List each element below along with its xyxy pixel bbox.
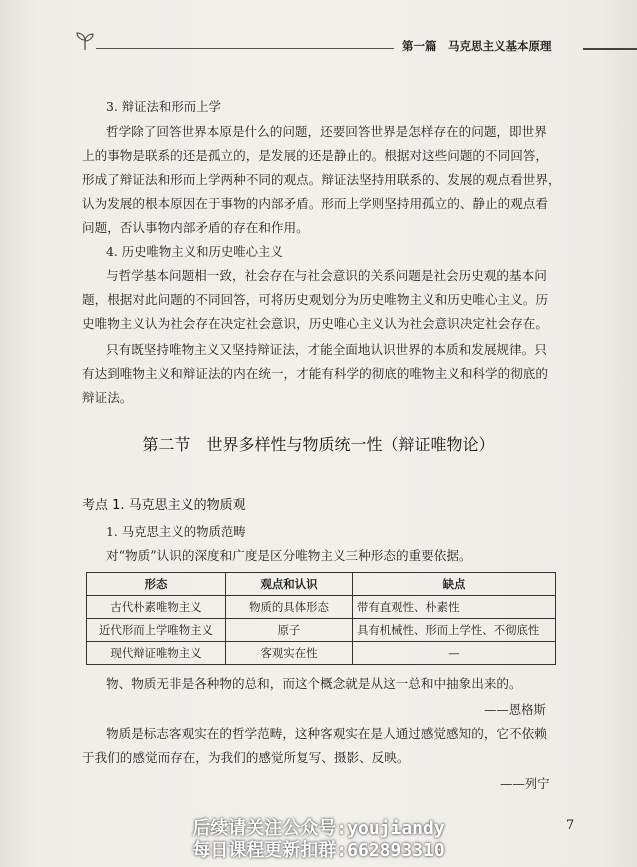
table-row [87,642,556,665]
s3-line-5: 问题，否认事物内部矛盾的存在和作用。 [82,220,309,235]
watermark-line-1: 后续请关注公众号:youjiandy [192,818,445,839]
lenin-attribution: ——列宁 [500,776,550,791]
table-row [87,596,556,619]
table-row [87,619,556,642]
table-cell: — [353,642,556,665]
table-header-cell: 观点和认识 [226,573,353,596]
lenin-quote-line-2: 于我们的感觉而存在，为我们的感觉所复写、摄影、反映。 [82,750,410,765]
table-cell: 具有机械性、形而上学性、不彻底性 [353,619,556,642]
table-cell: 现代辩证唯物主义 [87,642,226,665]
table-cell: 古代朴素唯物主义 [87,596,226,619]
s3-line-1: 哲学除了回答世界本原是什么的问题，还要回答世界是怎样存在的问题，即世界 [106,124,547,139]
heading-historical-materialism: 4. 历史唯物主义和历史唯心主义 [106,244,283,259]
table-cell: 物质的具体形态 [226,596,353,619]
sprout-icon [74,28,96,56]
s4-p2-line-1: 只有既坚持唯物主义又坚持辩证法，才能全面地认识世界的本质和发展规律。只 [106,342,547,357]
s4-p2-line-3: 辩证法。 [82,390,133,405]
running-header [0,22,637,62]
table-cell: 带有直观性、朴素性 [353,596,556,619]
watermark-line-2: 每日课程更新扣群:662893310 [192,840,445,861]
s4-line-1: 与哲学基本问题相一致，社会存在与社会意识的关系问题是社会历史观的基本问 [106,268,547,283]
table-header-cell: 形态 [87,573,226,596]
heading-dialectics: 3. 辩证法和形而上学 [106,99,221,114]
lenin-quote-line-1: 物质是标志客观实在的哲学范畴，这种客观实在是人通过感觉感知的，它不依赖 [106,726,547,741]
table-cell: 原子 [226,619,353,642]
header-rule-right [583,48,637,50]
page-number: 7 [566,818,575,833]
header-rule-left [96,48,394,49]
table-header-cell: 缺点 [353,573,556,596]
section-title: 第二节 世界多样性与物质统一性（辩证唯物论） [142,435,495,454]
table-header-row [87,573,556,596]
s4-line-2: 题，根据对此问题的不同回答，可将历史观划分为历史唯物主义和历史唯心主义。历 [82,292,548,307]
running-title: 第一篇 马克思主义基本原理 [402,39,552,53]
s3-line-4: 认为发展的根本原因在于事物的内部矛盾。形而上学则坚持用孤立的、静止的观点看 [82,196,548,211]
s4-line-3: 史唯物主义认为社会存在决定社会意识，历史唯心主义认为社会意识决定社会存在。 [82,316,548,331]
s4-p2-line-2: 有达到唯物主义和辩证法的内在统一，才能有科学的彻底的唯物主义和科学的彻底的 [82,366,548,381]
s3-line-3: 形成了辩证法和形而上学两种不同的观点。辩证法坚持用联系的、发展的观点看世界， [82,172,561,187]
s3-line-2: 上的事物是联系的还是孤立的，是发展的还是静止的。根据对这些问题的不同回答， [82,148,548,163]
table-cell: 近代形而上学唯物主义 [87,619,226,642]
table-cell: 客观实在性 [226,642,353,665]
kaodian-title: 考点 1. 马克思主义的物质观 [82,498,246,513]
heading-matter-category: 1. 马克思主义的物质范畴 [106,524,246,539]
materialism-forms-table [86,572,556,665]
engels-quote: 物、物质无非是各种物的总和，而这个概念就是从这一总和中抽象出来的。 [106,676,522,691]
matter-intro: 对“物质”认识的深度和广度是区分唯物主义三种形态的重要依据。 [106,548,472,563]
engels-attribution: ——恩格斯 [484,702,546,717]
